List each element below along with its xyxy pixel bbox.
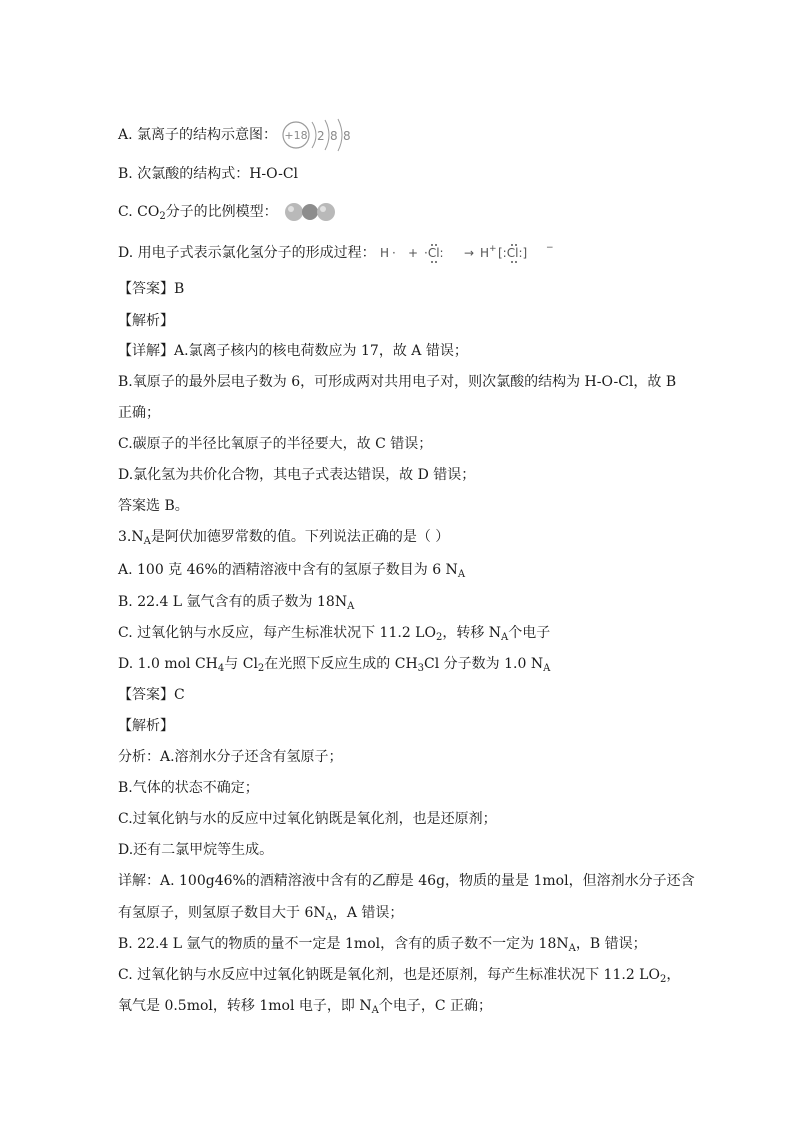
text: ， (666, 967, 681, 983)
q3-option-d (118, 654, 550, 674)
q2-analysis-heading: 【解析】 (118, 313, 174, 329)
q3-analysis-heading: 【解析】 (118, 718, 174, 734)
text: 3.N (118, 529, 144, 545)
option-c-text-2: 分子的比例模型： (165, 204, 278, 220)
formula-h-ion: H (480, 246, 490, 260)
subscript: A (371, 1005, 379, 1016)
text: 是阿伏加德罗常数的值。下列说法正确的是（ ） (150, 529, 450, 545)
subscript: 2 (257, 663, 265, 674)
option-c (118, 201, 338, 223)
subscript: 3 (417, 663, 425, 674)
text: C. 过氧化钠与水反应，每产生标准状况下 11.2 LO (118, 625, 436, 641)
formula-arrow: → (464, 246, 475, 260)
q3-analysis-b: B.气体的状态不确定； (118, 780, 259, 796)
formula-cl-charge: − (546, 243, 554, 253)
text: 个电子，C 正确； (378, 998, 492, 1014)
subscript: 2 (159, 211, 166, 222)
shell-3-electrons: 8 (343, 129, 352, 143)
subscript: A (347, 601, 355, 612)
formula-h: H (380, 246, 390, 260)
chloride-ion-structure-diagram (281, 118, 355, 152)
q3-option-b (118, 592, 354, 612)
subscript: A (568, 943, 576, 954)
text: A. 100 克 46%的酒精溶液中含有的氢原子数目为 6 N (118, 562, 458, 578)
q3-detail-line5 (118, 996, 492, 1016)
q3-analysis-d: D.还有二氯甲烷等生成。 (118, 842, 274, 858)
subscript: A (457, 569, 466, 580)
option-c-text: C. CO (118, 204, 160, 220)
formula-plus: + (408, 246, 419, 260)
co2-space-filling-model (282, 201, 338, 223)
shell-1-electrons: 2 (317, 129, 326, 143)
text: 个电子 (508, 625, 551, 641)
q2-answer: 【答案】B (118, 281, 185, 297)
q3-detail-line2 (118, 903, 403, 923)
q3-option-a (118, 560, 465, 580)
hcl-electron-formula (380, 241, 556, 265)
q3-stem (118, 527, 449, 547)
q3-detail-line1: 详解：A. 100g46%的酒精溶液中含有的乙醇是 46g，物质的量是 1mol，但溶剂水分子还含 (118, 873, 695, 889)
subscript: A (501, 632, 509, 643)
option-b: B. 次氯酸的结构式：H-O-Cl (118, 166, 299, 182)
option-a-text: A. 氯离子的结构示意图： (118, 127, 278, 143)
text: ，B 错误； (575, 936, 647, 952)
text: 氧气是 0.5mol，转移 1mol 电子，即 N (118, 998, 372, 1014)
q2-conclusion: 答案选 B。 (118, 498, 189, 514)
option-d (118, 241, 556, 265)
q3-option-c (118, 623, 550, 643)
option-a (118, 118, 355, 152)
q3-analysis-a: 分析：A.溶剂水分子还含有氢原子； (118, 749, 343, 765)
q3-detail-line3 (118, 934, 647, 954)
formula-cl-atom: ·Cl: (424, 246, 444, 260)
formula-cl-ion: [:Cl:] (498, 246, 528, 260)
q3-detail-line4 (118, 965, 680, 985)
shell-2-electrons: 8 (330, 129, 339, 143)
subscript: 2 (659, 974, 667, 985)
q2-detail-a: 【详解】A.氯离子核内的核电荷数应为 17，故 A 错误； (118, 343, 468, 359)
text: B. 22.4 L 氩气的物质的量不一定是 1mol，含有的质子数不一定为 18N (118, 936, 569, 952)
text: B. 22.4 L 氩气含有的质子数为 18N (118, 594, 348, 610)
q3-answer: 【答案】C (118, 687, 185, 703)
q2-detail-c: C.碳原子的半径比氧原子的半径要大，故 C 错误； (118, 436, 433, 452)
q3-analysis-c: C.过氧化钠与水的反应中过氧化钠既是氧化剂，也是还原剂； (118, 811, 497, 827)
subscript: 4 (217, 663, 225, 674)
text: 在光照下反应生成的 CH (264, 656, 418, 672)
text: ，A 错误； (332, 905, 404, 921)
text: C. 过氧化钠与水反应中过氧化钠既是氧化剂，也是还原剂，每产生标准状况下 11.2 LO (118, 967, 660, 983)
subscript: A (543, 663, 551, 674)
option-d-text: D. 用电子式表示氯化氢分子的形成过程： (118, 245, 376, 261)
subscript: 2 (435, 632, 443, 643)
subscript: A (325, 912, 333, 923)
q2-detail-b-line2: 正确； (118, 405, 160, 421)
text: Cl 分子数为 1.0 N (424, 656, 544, 672)
formula-h-charge: + (489, 244, 497, 254)
q2-detail-b-line1: B.氧原子的最外层电子数为 6，可形成两对共用电子对，则次氯酸的结构为 H-O-Cl，故 B (118, 374, 677, 390)
nucleus-charge: +18 (284, 129, 309, 142)
subscript: A (143, 536, 151, 547)
text: 有氢原子，则氢原子数目大于 6N (118, 905, 326, 921)
text: 与 Cl (224, 656, 258, 672)
q2-detail-d: D.氯化氢为共价化合物，其电子式表达错误，故 D 错误； (118, 467, 476, 483)
formula-dot: · (392, 246, 396, 260)
text: ，转移 N (442, 625, 502, 641)
text: D. 1.0 mol CH (118, 656, 218, 672)
